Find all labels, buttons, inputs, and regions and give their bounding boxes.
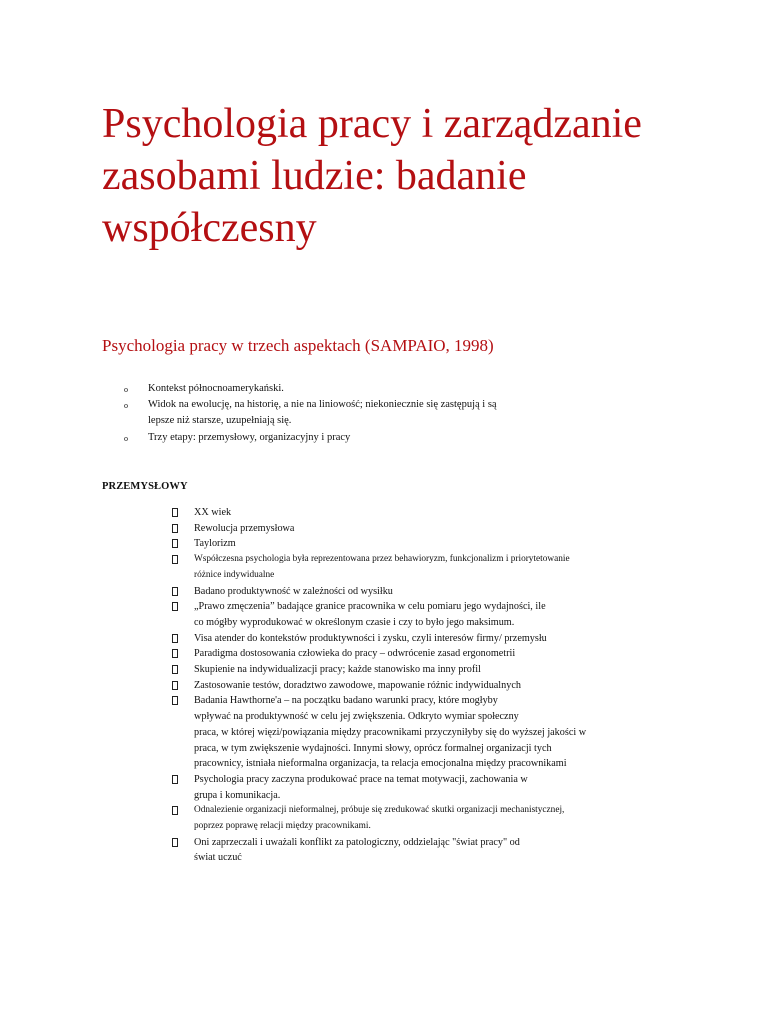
missing-glyph-box-icon (172, 508, 178, 517)
list-item (170, 803, 620, 834)
industrial-bullet-list (170, 505, 620, 866)
list-item-text-line: Trzy etapy: przemysłowy, organizacyjny i pracy (148, 431, 351, 443)
list-item-text-line: Taylorizm (194, 538, 236, 550)
missing-glyph-box-icon (172, 665, 178, 674)
list-item (120, 397, 560, 429)
list-item-text-line: Visa atender do kontekstów produktywności i zysku, czyli interesów firmy/ przemysłu (194, 632, 547, 644)
missing-glyph-box-icon (172, 539, 178, 548)
list-item-text-line: praca, w tym zwiększenie wydajności. Innymi słowy, oprócz formalnej organizacji tych (194, 742, 552, 754)
list-item-text-line: Badania Hawthorne'a – na początku badano warunki pracy, które mogłyby (194, 695, 498, 707)
list-item (170, 772, 620, 803)
list-item-text-line: praca, w której więzi/powiązania między pracownikami przyczyniłyby się do wyższej jakości w (194, 726, 587, 738)
missing-glyph-box-icon (172, 587, 178, 596)
missing-glyph-box-icon (172, 838, 178, 847)
hollow-circle-bullet-icon: o (124, 433, 128, 443)
intro-bullet-list (120, 381, 560, 446)
list-item-text-line: Skupienie na indywidualizacji pracy; każde stanowisko ma inny profil (194, 664, 481, 676)
list-item-text-line: grupa i komunikacja. (194, 789, 281, 801)
missing-glyph-box-icon (172, 681, 178, 690)
list-item-text-line: różnice indywidualne (194, 569, 275, 580)
list-item-text-line: lepsze niż starsze, uzupełniają się. (148, 415, 292, 427)
list-item (120, 381, 560, 397)
list-item-text-line: Rewolucja przemysłowa (194, 522, 295, 534)
list-item (170, 693, 620, 772)
list-item (170, 678, 620, 694)
list-item (170, 536, 620, 552)
list-item-text-line: „Prawo zmęczenia” badające granice pracownika w celu pomiaru jego wydajności, ile (194, 601, 546, 613)
list-item (170, 662, 620, 678)
list-item-text-line: pracownicy, istniała nieformalna organizacja, ta relacja emocjonalna między pracownikami (194, 758, 567, 770)
list-item-text-line: Odnalezienie organizacji nieformalnej, próbuje się zredukować skutki organizacji mechanistycznej, (194, 805, 565, 816)
list-item (120, 430, 560, 446)
list-item-text-line: Badano produktywność w zależności od wysiłku (194, 585, 393, 597)
list-item (170, 646, 620, 662)
missing-glyph-box-icon (172, 775, 178, 784)
list-item-text-line: Psychologia pracy zaczyna produkować prace na temat motywacji, zachowania w (194, 773, 528, 785)
list-item (170, 584, 620, 600)
hollow-circle-bullet-icon: o (124, 401, 128, 411)
list-item-text-line: Zastosowanie testów, doradztwo zawodowe, mapowanie różnic indywidualnych (194, 679, 521, 691)
list-item-text-line: wpływać na produktywność w celu jej zwiększenia. Odkryto wymiar społeczny (194, 711, 519, 723)
list-item-text-line: Kontekst północnoamerykański. (148, 383, 284, 394)
hollow-circle-bullet-icon: o (124, 385, 128, 394)
missing-glyph-box-icon (172, 634, 178, 643)
list-item-text-line: świat uczuć (194, 852, 242, 864)
list-item (170, 835, 620, 866)
missing-glyph-box-icon (172, 602, 178, 611)
missing-glyph-box-icon (172, 806, 178, 815)
missing-glyph-box-icon (172, 555, 178, 564)
list-item-text-line: Paradigma dostosowania człowieka do pracy – odwrócenie zasad ergonometrii (194, 648, 516, 660)
list-item (170, 521, 620, 537)
missing-glyph-box-icon (172, 649, 178, 658)
list-item-text-line: Widok na ewolucję, na historię, a nie na liniowość; niekoniecznie się zastępują i są (148, 399, 497, 411)
document-title: Psychologia pracy i zarządzanie zasobami ludzie: badanie współczesny (102, 101, 642, 251)
list-item-text-line: XX wiek (194, 507, 232, 518)
list-item (170, 552, 620, 583)
list-item (170, 599, 620, 630)
list-item-text-line: Współczesna psychologia była reprezentowana przez behawioryzm, funkcjonalizm i priorytetowanie (194, 554, 570, 565)
document-subtitle: Psychologia pracy w trzech aspektach (SAMPAIO, 1998) (102, 336, 494, 355)
list-item (170, 505, 620, 521)
missing-glyph-box-icon (172, 696, 178, 705)
list-item-text-line: Oni zaprzeczali i uważali konflikt za patologiczny, oddzielając "świat pracy" od (194, 836, 520, 848)
list-item (170, 631, 620, 647)
section-heading-industrial: PRZEMYSŁOWY (102, 481, 188, 492)
missing-glyph-box-icon (172, 524, 178, 533)
list-item-text-line: poprzez poprawę relacji między pracownikami. (194, 821, 371, 832)
list-item-text-line: co mógłby wyprodukować w określonym czasie i czy to było jego maksimum. (194, 616, 515, 628)
